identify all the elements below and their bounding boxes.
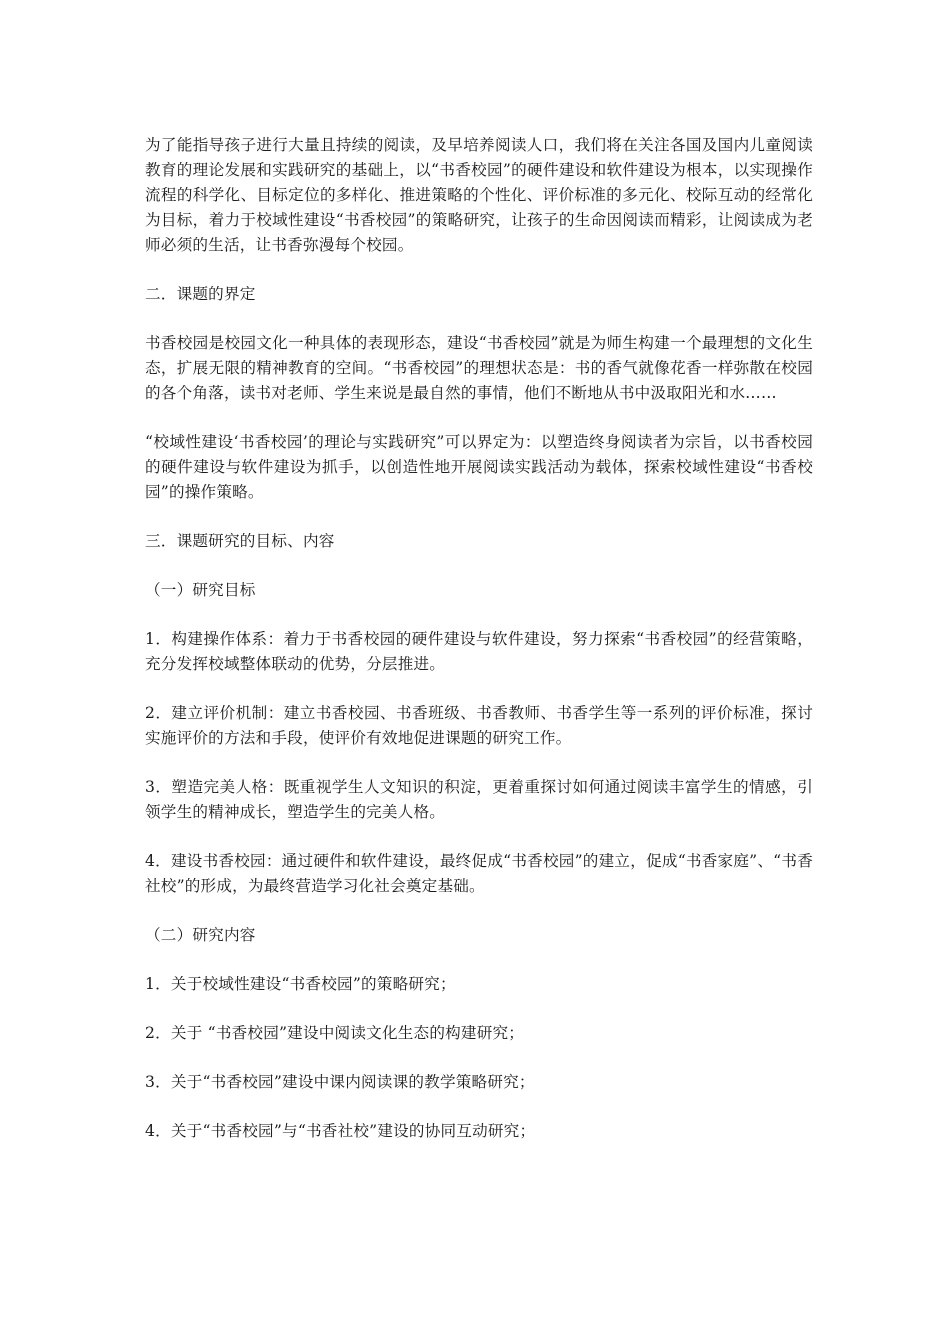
- definition-paragraph-2: “校域性建设‘书香校园’的理论与实践研究”可以界定为：以塑造终身阅读者为宗旨，以书香校园的硬件建设与软件建设为抓手，以创造性地开展阅读实践活动为载体，探索校域性建设“书香校园”的操作策略。: [145, 433, 813, 501]
- content-item: 4．关于“书香校园”与“书香社校”建设的协同互动研究；: [145, 1122, 536, 1140]
- content-item: 1．关于校域性建设“书香校园”的策略研究；: [145, 975, 456, 993]
- subheading-research-content: （二）研究内容: [145, 926, 256, 944]
- goal-item: 2．建立评价机制：建立书香校园、书香班级、书香教师、书香学生等一系列的评价标准，探讨实施评价的方法和手段，使评价有效地促进课题的研究工作。: [145, 704, 813, 747]
- definition-paragraph-1: 书香校园是校园文化一种具体的表现形态，建设“书香校园”就是为师生构建一个最理想的文化生态，扩展无限的精神教育的空间。“书香校园”的理想状态是：书的香气就像花香一样弥散在校园的各个角落，读书对老师、学生来说是最自然的事情，他们不断地从书中汲取阳光和水……: [145, 334, 813, 402]
- subheading-research-goals: （一）研究目标: [145, 581, 256, 599]
- intro-paragraph: 为了能指导孩子进行大量且持续的阅读，及早培养阅读人口，我们将在关注各国及国内儿童阅读教育的理论发展和实践研究的基础上，以“书香校园”的硬件建设和软件建设为根本，以实现操作流程的科学化、目标定位的多样化、推进策略的个性化、评价标准的多元化、校际互动的经常化为目标，着力于校域性建设“书香校园”的策略研究，让孩子的生命因阅读而精彩，让阅读成为老师必须的生活，让书香弥漫每个校园。: [145, 136, 813, 254]
- content-item: 2．关于 “书香校园”建设中阅读文化生态的构建研究；: [145, 1024, 525, 1042]
- document-page: [145, 133, 813, 1168]
- goal-item: 4．建设书香校园：通过硬件和软件建设，最终促成“书香校园”的建立，促成“书香家庭”、“书香社校”的形成，为最终营造学习化社会奠定基础。: [145, 852, 813, 895]
- goal-item: 3．塑造完美人格：既重视学生人文知识的积淀，更着重探讨如何通过阅读丰富学生的情感，引领学生的精神成长，塑造学生的完美人格。: [145, 778, 813, 821]
- section-heading-definition: 二．课题的界定: [145, 285, 256, 303]
- goal-item: 1．构建操作体系：着力于书香校园的硬件建设与软件建设，努力探索“书香校园”的经营策略，充分发挥校域整体联动的优势，分层推进。: [145, 630, 813, 673]
- content-item: 3．关于“书香校园”建设中课内阅读课的教学策略研究；: [145, 1073, 535, 1091]
- section-heading-goals-content: 三．课题研究的目标、内容: [145, 532, 335, 550]
